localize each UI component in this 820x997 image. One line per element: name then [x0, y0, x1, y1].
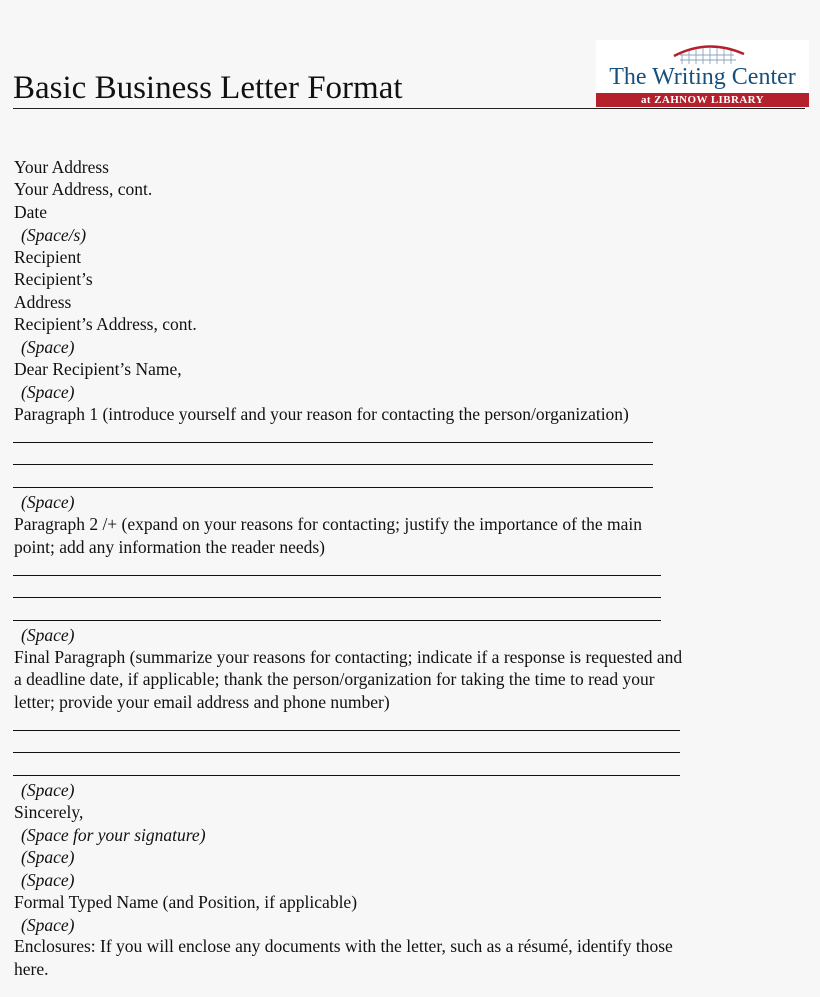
writing-line	[13, 730, 680, 731]
typed-name-line: Formal Typed Name (and Position, if applicable)	[14, 892, 358, 912]
space-label: (Space/s)	[21, 225, 87, 245]
space-label: (Space)	[21, 870, 75, 890]
writing-line	[13, 487, 653, 488]
writing-line	[13, 442, 653, 443]
your-address-cont-line: Your Address, cont.	[14, 179, 153, 199]
space-label: (Space)	[21, 625, 75, 645]
writing-line	[13, 620, 661, 621]
space-label: (Space)	[21, 492, 75, 512]
enclosures-line: here.	[14, 959, 49, 979]
space-label: (Space)	[21, 780, 75, 800]
writing-center-logo	[596, 40, 809, 108]
recipients-line: Recipient’s	[14, 269, 93, 289]
paragraph1-instruction: Paragraph 1 (introduce yourself and your reason for contacting the person/organization)	[14, 404, 629, 424]
logo-name: The Writing Center	[609, 64, 796, 90]
address-line: Address	[14, 292, 72, 312]
logo-subtitle: at ZAHNOW LIBRARY	[596, 93, 809, 107]
writing-line	[13, 597, 661, 598]
paragraph2-instruction: point; add any information the reader needs)	[14, 537, 326, 557]
writing-line	[13, 575, 661, 576]
recipient-line: Recipient	[14, 247, 82, 267]
final-paragraph-instruction: a deadline date, if applicable; thank the person/organization for taking the time to read your	[14, 669, 655, 689]
space-label: (Space)	[21, 915, 75, 935]
final-paragraph-instruction: Final Paragraph (summarize your reasons for contacting; indicate if a response is requested and	[14, 647, 683, 667]
recipient-address-cont-line: Recipient’s Address, cont.	[14, 314, 197, 334]
space-label: (Space)	[21, 382, 75, 402]
writing-line	[13, 752, 680, 753]
closing-line: Sincerely,	[14, 802, 84, 822]
title-divider	[13, 108, 805, 109]
enclosures-line: Enclosures: If you will enclose any documents with the letter, such as a résumé, identify those	[14, 936, 673, 956]
your-address-line: Your Address	[14, 157, 109, 177]
space-label: (Space)	[21, 337, 75, 357]
space-label: (Space)	[21, 847, 75, 867]
signature-space-label: (Space for your signature)	[21, 825, 206, 845]
writing-line	[13, 775, 680, 776]
salutation-line: Dear Recipient’s Name,	[14, 359, 182, 379]
date-line: Date	[14, 202, 48, 222]
paragraph2-instruction: Paragraph 2 /+ (expand on your reasons for contacting; justify the importance of the main	[14, 514, 643, 534]
writing-line	[13, 464, 653, 465]
page-title: Basic Business Letter Format	[13, 70, 403, 106]
final-paragraph-instruction: letter; provide your email address and phone number)	[14, 692, 390, 712]
